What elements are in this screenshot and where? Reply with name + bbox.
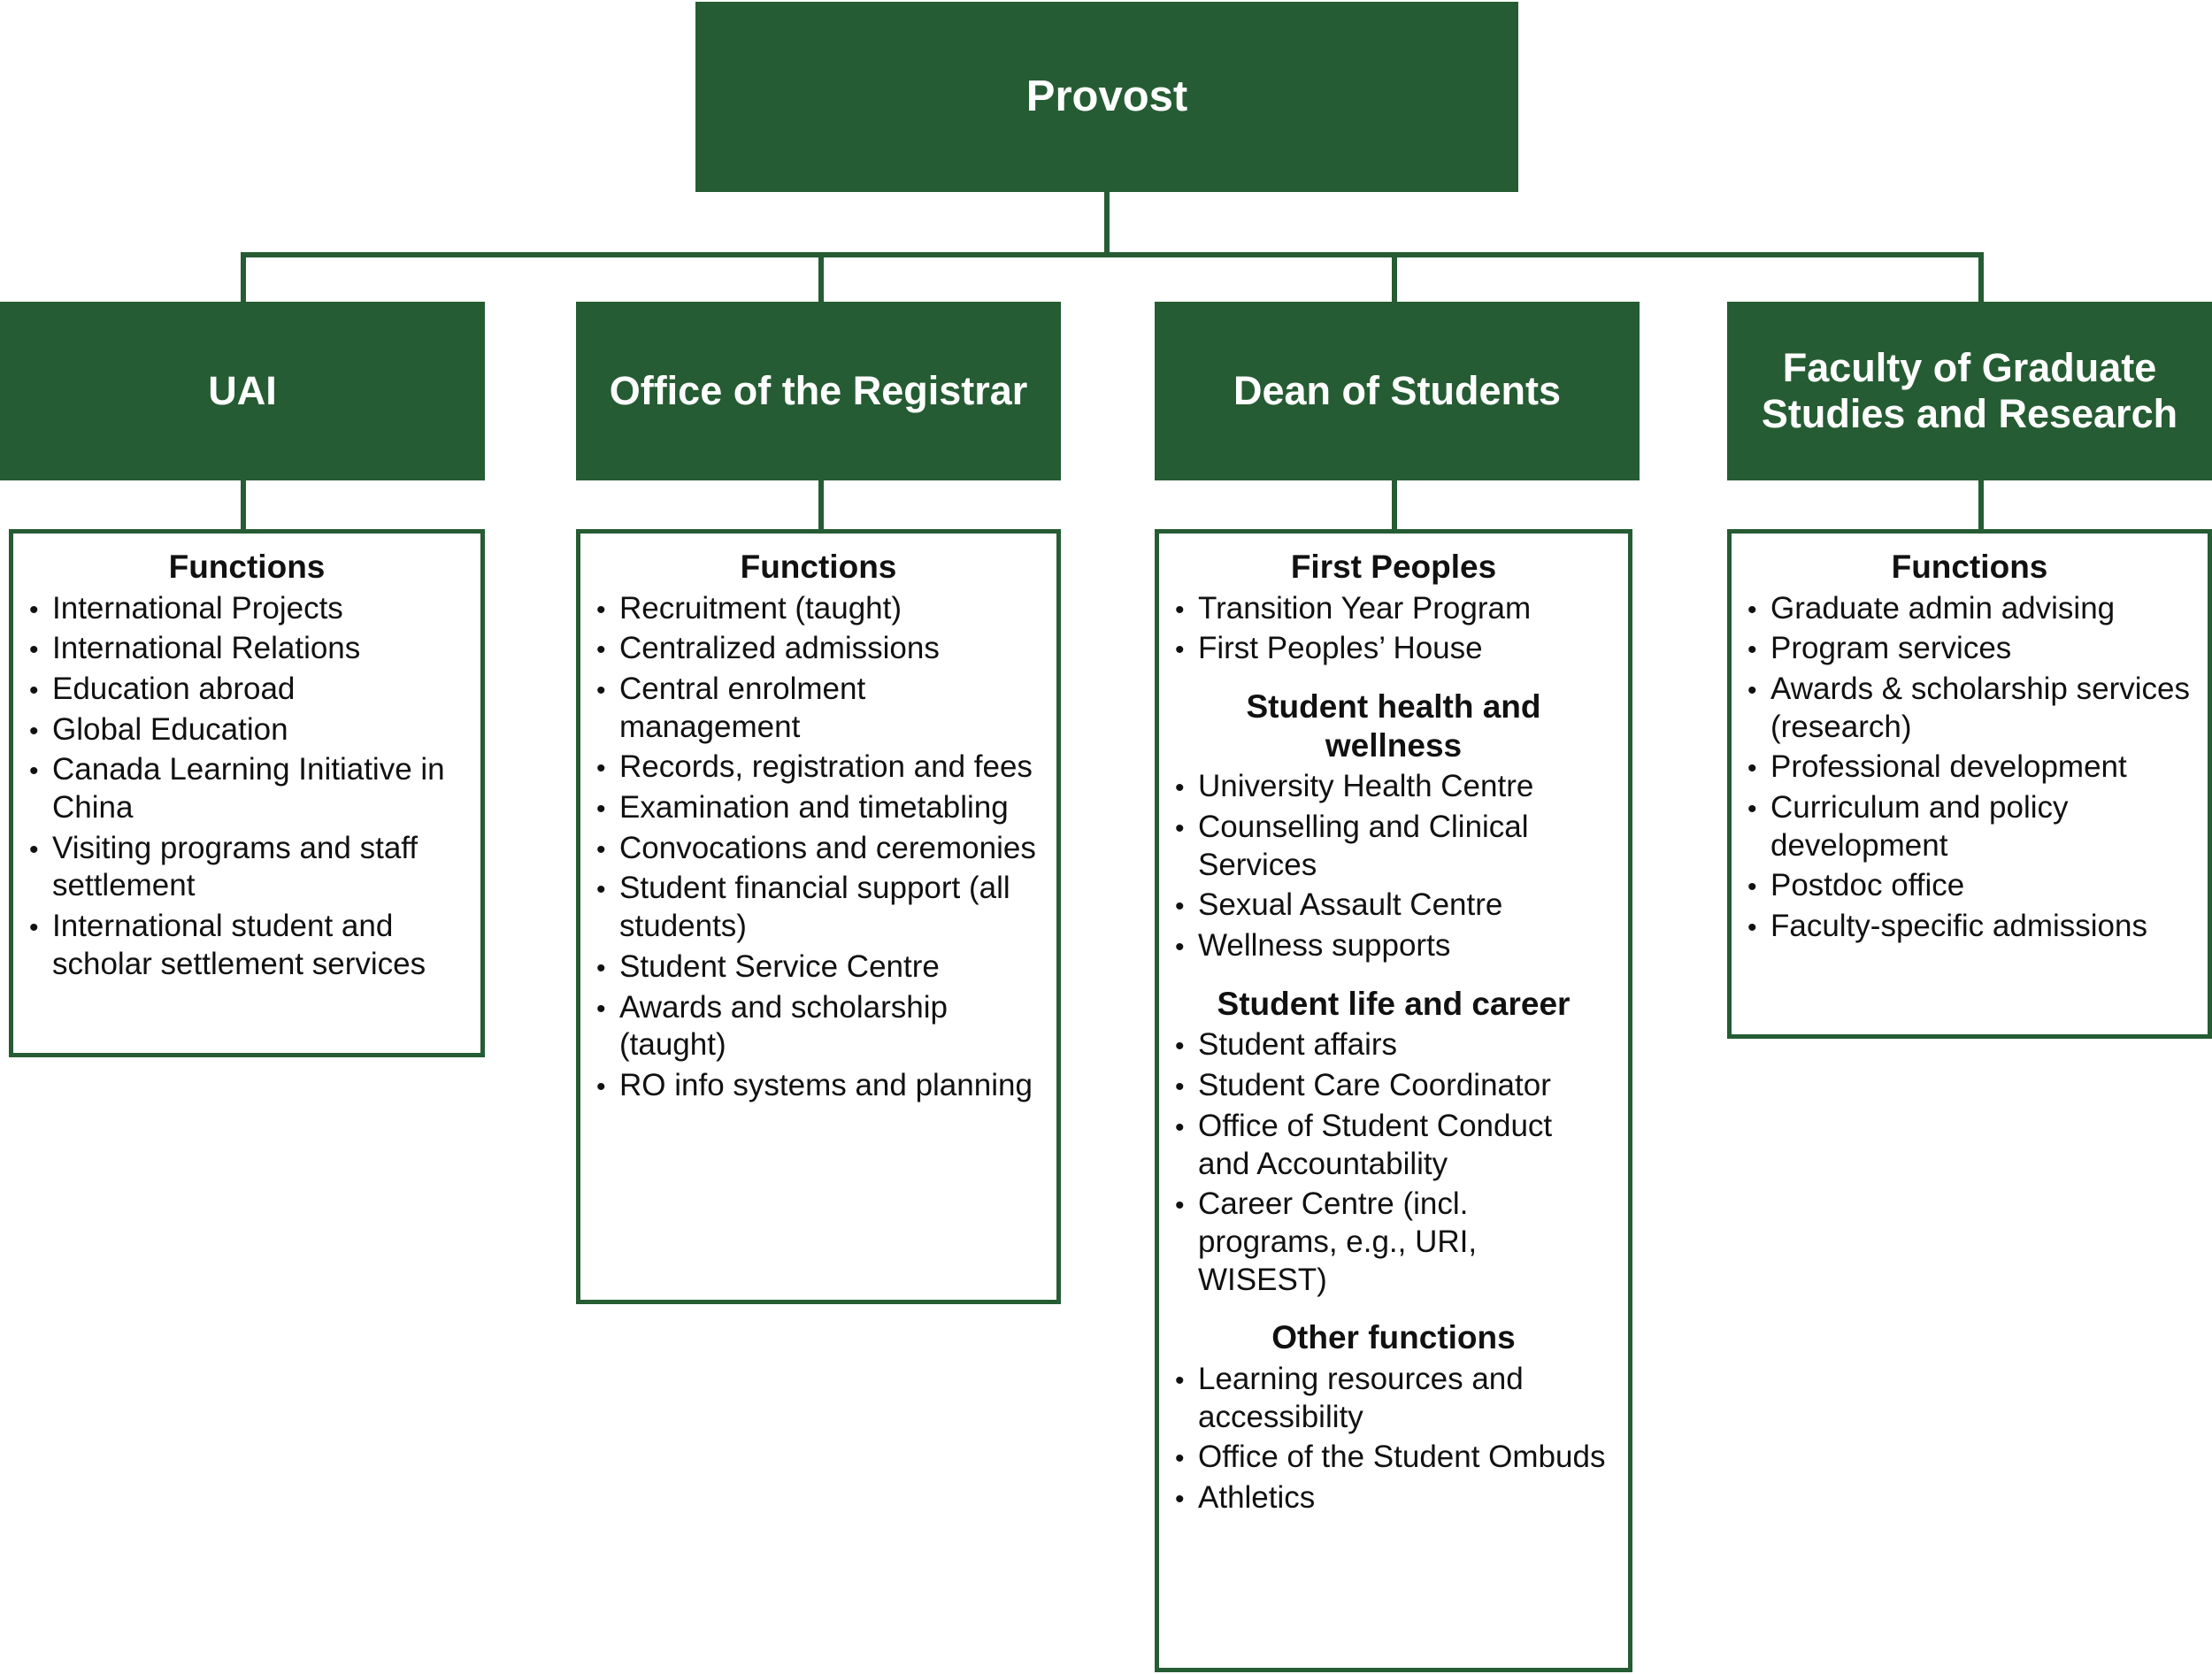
list-item: • Student affairs [1175, 1026, 1612, 1064]
functions-box-fgsr [1727, 529, 2212, 1039]
section-list-student-life-and-career [1175, 1026, 1612, 1299]
list-item: • Student Service Centre [596, 948, 1041, 987]
list-item: • Sexual Assault Centre [1175, 887, 1612, 925]
node-provost[interactable] [695, 2, 1518, 192]
list-item: • Student Care Coordinator [1175, 1067, 1612, 1105]
list-item: • Centralized admissions [596, 630, 1041, 668]
connector-drop-fgsr [1978, 252, 1984, 302]
list-item: • Counselling and Clinical Services [1175, 809, 1612, 884]
list-item: • Student financial support (all students) [596, 870, 1041, 945]
list-item: • Global Education [29, 711, 465, 749]
functions-heading-registrar: Functions [740, 549, 897, 585]
connector-bus [241, 252, 1984, 257]
list-item: • First Peoples’ House [1175, 630, 1612, 668]
connector-drop-uai [241, 252, 246, 302]
node-fgsr-label: Faculty of Graduate Studies and Research [1761, 345, 2178, 436]
section-list-other-functions [1175, 1361, 1612, 1517]
node-faculty-of-graduate-studies-and-research[interactable] [1727, 302, 2212, 480]
list-item: • Awards & scholarship services (research) [1747, 671, 2192, 746]
section-list-student-health-and-wellness [1175, 768, 1612, 964]
functions-list-registrar [596, 590, 1041, 1105]
list-item: • Career Centre (incl. programs, e.g., URI, WISEST) [1175, 1186, 1612, 1299]
functions-list-uai [29, 590, 465, 984]
connector-fgsr-to-functions [1978, 480, 1984, 530]
node-office-of-the-registrar[interactable] [576, 302, 1061, 480]
list-item: • Visiting programs and staff settlement [29, 830, 465, 905]
connector-registrar-to-functions [818, 480, 824, 530]
connector-dean-to-functions [1392, 480, 1397, 530]
section-heading-other-functions: Other functions [1271, 1319, 1516, 1356]
list-item: • Faculty-specific admissions [1747, 908, 2192, 946]
node-uai[interactable] [0, 302, 485, 480]
section-list-first-peoples [1175, 590, 1612, 668]
list-item: • Office of Student Conduct and Accountability [1175, 1108, 1612, 1183]
node-dean-of-students-label: Dean of Students [1233, 368, 1562, 414]
list-item: • Athletics [1175, 1479, 1612, 1517]
node-provost-label: Provost [1025, 73, 1188, 121]
functions-heading-fgsr: Functions [1891, 549, 2048, 585]
list-item: • Education abroad [29, 671, 465, 709]
list-item: • International Projects [29, 590, 465, 628]
functions-heading-uai: Functions [168, 549, 326, 585]
section-heading-student-life-and-career: Student life and career [1217, 985, 1571, 1022]
list-item: • Examination and timetabling [596, 789, 1041, 827]
functions-box-dean-of-students [1155, 529, 1632, 1672]
list-item: • Transition Year Program [1175, 590, 1612, 628]
list-item: • Convocations and ceremonies [596, 830, 1041, 868]
functions-box-uai [9, 529, 485, 1057]
list-item: • Canada Learning Initiative in China [29, 751, 465, 826]
list-item: • Records, registration and fees [596, 749, 1041, 787]
list-item: • Recruitment (taught) [596, 590, 1041, 628]
list-item: • University Health Centre [1175, 768, 1612, 806]
node-uai-label: UAI [208, 368, 277, 414]
list-item: • Wellness supports [1175, 927, 1612, 965]
list-item: • Curriculum and policy development [1747, 789, 2192, 864]
connector-root-stem [1104, 192, 1110, 256]
list-item: • Postdoc office [1747, 867, 2192, 905]
list-item: • Graduate admin advising [1747, 590, 2192, 628]
list-item: • RO info systems and planning [596, 1067, 1041, 1105]
list-item: • Professional development [1747, 749, 2192, 787]
connector-drop-dean [1392, 252, 1397, 302]
section-heading-student-health-and-wellness: Student health and wellness [1246, 688, 1541, 764]
list-item: • Awards and scholarship (taught) [596, 989, 1041, 1064]
list-item: • Program services [1747, 630, 2192, 668]
connector-uai-to-functions [241, 480, 246, 530]
functions-list-fgsr [1747, 590, 2192, 946]
list-item: • International student and scholar settlement services [29, 908, 465, 983]
functions-box-registrar [576, 529, 1061, 1304]
list-item: • International Relations [29, 630, 465, 668]
connector-drop-registrar [818, 252, 824, 302]
list-item: • Learning resources and accessibility [1175, 1361, 1612, 1436]
node-dean-of-students[interactable] [1155, 302, 1640, 480]
list-item: • Office of the Student Ombuds [1175, 1439, 1612, 1477]
list-item: • Central enrolment management [596, 671, 1041, 746]
section-heading-first-peoples: First Peoples [1290, 549, 1497, 585]
node-office-of-the-registrar-label: Office of the Registrar [609, 368, 1028, 414]
